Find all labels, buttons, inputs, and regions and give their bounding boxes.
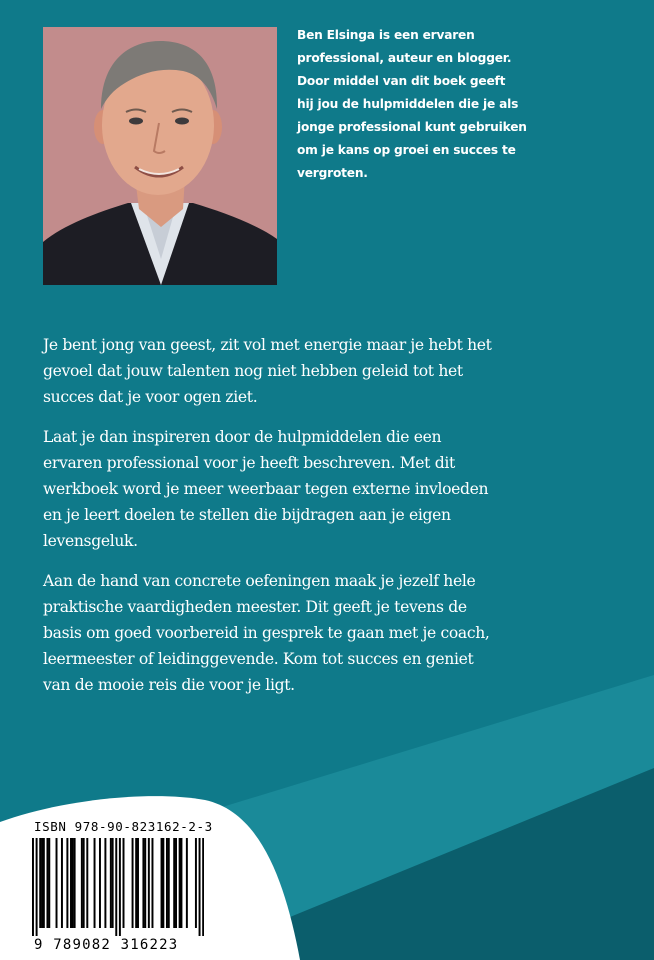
blurb-line: ervaren professional voor je heeft beschreven. Met dit <box>43 454 455 472</box>
author-bio <box>297 24 637 185</box>
blurb <box>43 332 643 712</box>
blurb-line: van de mooie reis die voor je ligt. <box>43 676 295 694</box>
blurb-line: Je bent jong van geest, zit vol met energie maar je hebt het <box>43 336 492 354</box>
bio-line: vergroten. <box>297 166 368 180</box>
blurb-paragraph <box>43 424 643 554</box>
bio-line: hij jou de hulpmiddelen die je als <box>297 97 519 111</box>
bio-line: jonge professional kunt gebruiken <box>297 120 527 134</box>
blurb-line: levensgeluk. <box>43 532 138 550</box>
blurb-line: gevoel dat jouw talenten nog niet hebben geleid tot het <box>43 362 463 380</box>
blurb-paragraph <box>43 568 643 698</box>
bio-line: professional, auteur en blogger. <box>297 51 512 65</box>
isbn-label: ISBN 978-90-823162-2-3 <box>34 819 213 834</box>
author-portrait <box>43 27 277 285</box>
blurb-line: leermeester of leidinggevende. Kom tot succes en geniet <box>43 650 474 668</box>
bio-line: Ben Elsinga is een ervaren <box>297 28 475 42</box>
blurb-paragraph <box>43 332 643 410</box>
blurb-line: succes dat je voor ogen ziet. <box>43 388 258 406</box>
bio-line: om je kans op groei en succes te <box>297 143 516 157</box>
blurb-line: werkboek word je meer weerbaar tegen externe invloeden <box>43 480 489 498</box>
blurb-line: basis om goed voorbereid in gesprek te gaan met je coach, <box>43 624 490 642</box>
blurb-line: en je leert doelen te stellen die bijdragen aan je eigen <box>43 506 451 524</box>
blurb-line: Aan de hand van concrete oefeningen maak je jezelf hele <box>43 572 476 590</box>
blurb-line: praktische vaardigheden meester. Dit geeft je tevens de <box>43 598 467 616</box>
bio-line: Door middel van dit boek geeft <box>297 74 506 88</box>
blurb-line: Laat je dan inspireren door de hulpmiddelen die een <box>43 428 442 446</box>
author-photo <box>43 27 277 285</box>
barcode-digits: 9 789082 316223 <box>34 937 179 953</box>
